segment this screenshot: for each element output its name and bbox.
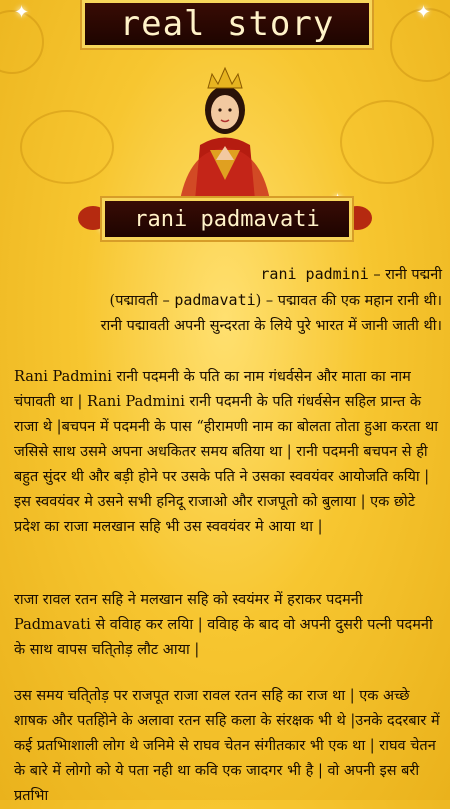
background-swirl (340, 100, 434, 184)
intro-line-2 (14, 288, 442, 314)
sparkle-icon: ✦ (14, 2, 30, 23)
story-paragraph-2: Rani Padmini रानी पदमनी के पति का नाम गंधर्वसेन और माता का नाम चंपावती था | Rani Padmini रानी पदमनी के पति गंधर्वसेन सहिल प्रान्त के राजा थे |बचपन में पदमनी के पास “हीरामणी नाम का बोलता तोता हुआ करता था जसिसे साथ उसमे अपना अधकितर समय बतिया था | रानी पदमनी बचपन से ही बहुत सुंदर थी और बड़ी होने पर उसके पति ने उसका स्ववयंवर आयोजति कयिा | इस स्ववयंवर मे उसने सभी हनिदू राजाओ और राजपूतो को बुलाया | एक छोटे प्रदेश का राजा मलखान सहि भी उस स्ववयंवर मे आया था | (14, 369, 439, 535)
intro-name-latin: rani padmini (260, 265, 369, 283)
title-banner (80, 0, 374, 50)
character-name-banner (100, 196, 354, 242)
intro-name-hindi: – रानी पद्मनी (368, 267, 442, 283)
intro-line-2-b: ) – पद्मावत की एक महान रानी थी। (255, 293, 442, 309)
story-paragraph-3: राजा रावल रतन सहि ने मलखान सहि को स्वयंमर में हराकर पदमनी Padmavati से ववािह कर लयिा | ववािह के बाद वो अपनी दुसरी पत्नी पदमनी के साथ वापस चति्तोड़ लौट आया | (14, 592, 433, 658)
intro-line-3: रानी पद्मावती अपनी सुन्दरता के लिये पुरे भारत में जानी जाती थी। (100, 318, 442, 334)
character-name: rani padmavati (134, 206, 320, 232)
intro-line-1 (14, 262, 442, 288)
page-title: real story (119, 4, 335, 44)
intro-line-2-a: (पद्मावती – (109, 293, 175, 309)
story-paragraph-4: उस समय चति्तोड़ पर राजपूत राजा रावल रतन सहि का राज था | एक अच्छे शाषक और पतहिोने के अलावा रतन सहि कला के संरक्षक भी थे |उनके ददरबार में कई प्रतभिाशाली लोग थे जनिमे से राघव चेतन संगीतकार भी एक था | राघव चेतन के बारे में लोगो को ये पता नही था कवि एक जादगर भी है | वो अपनी इस बरी प्रतभिा (14, 688, 440, 804)
story-intro (14, 262, 442, 339)
sparkle-icon: ✦ (416, 2, 432, 23)
intro-latin-2: padmavati (174, 291, 256, 309)
background-swirl (20, 110, 114, 184)
queen-portrait-icon (150, 50, 300, 200)
